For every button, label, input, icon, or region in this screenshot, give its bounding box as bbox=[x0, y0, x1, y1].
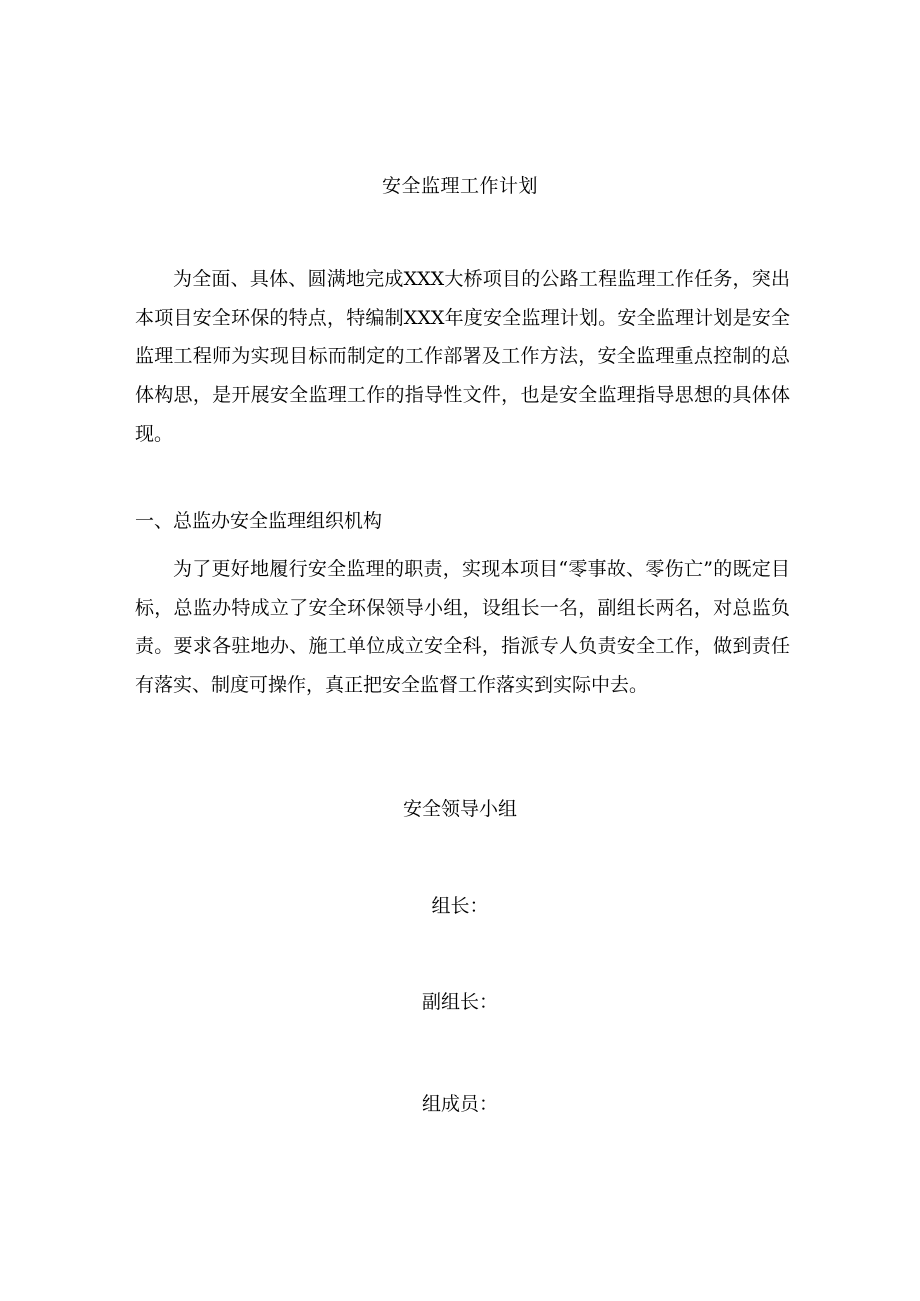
members-label: 组成员： bbox=[421, 1093, 498, 1115]
safety-leadership-group-title: 安全领导小组 bbox=[402, 798, 517, 820]
leader-label: 组长： bbox=[431, 895, 489, 917]
vice-leader-label: 副组长： bbox=[421, 991, 498, 1013]
organization-paragraph: 为了更好地履行安全监理的职责，实现本项目“零事故、零伤亡”的既定目标，总监办特成立了安全环保领导小组，设组长一名，副组长两名，对总监负责。要求各驻地办、施工单位成立安全科，指派专人负责安全工作，做到责任有落实、制度可操作，真正把安全监督工作落实到实际中去。 bbox=[135, 558, 790, 697]
document-title: 安全监理工作计划 bbox=[381, 175, 538, 197]
intro-paragraph: 为全面、具体、圆满地完成XXX大桥项目的公路工程监理工作任务，突出本项目安全环保的特点，特编制XXX年度安全监理计划。安全监理计划是安全监理工程师为实现目标而制定的工作部署及工作方法，安全监理重点控制的总体构思，是开展安全监理工作的指导性文件，也是安全监理指导思想的具体体现。 bbox=[135, 268, 790, 445]
section-heading-organization: 一、总监办安全监理组织机构 bbox=[135, 510, 383, 532]
